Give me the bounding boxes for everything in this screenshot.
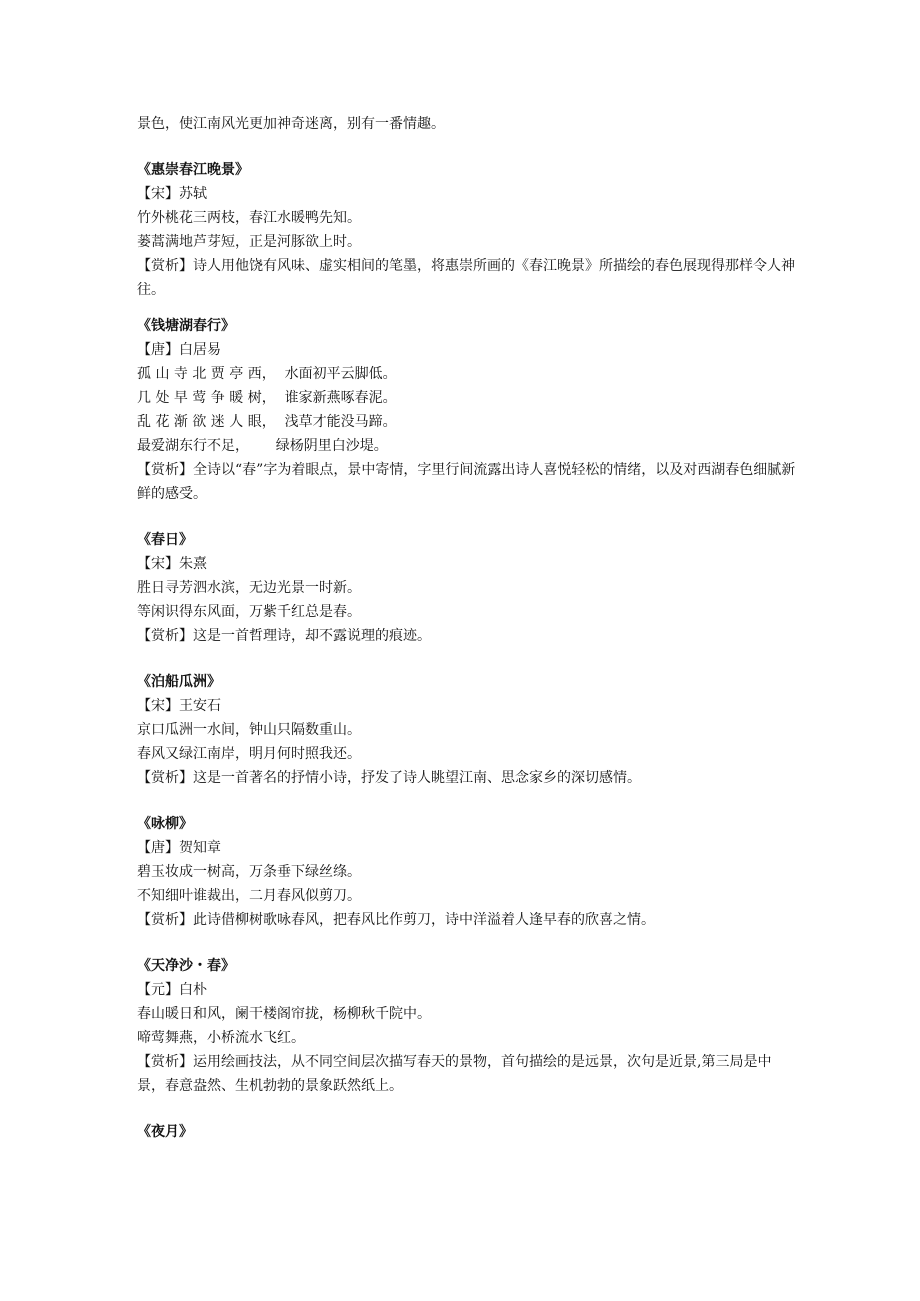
poem-line: 碧玉妆成一树高，万条垂下绿丝绦。 <box>137 864 361 880</box>
poem-author: 【元】白朴 <box>137 982 207 998</box>
poem-analysis: 【赏析】这是一首哲理诗，却不露说理的痕迹。 <box>137 628 431 644</box>
poem-title: 《春日》 <box>137 532 193 548</box>
poem-title: 《惠崇春江晚景》 <box>137 162 249 178</box>
poem-line: 最爱湖东行不足， 绿杨阴里白沙堤。 <box>137 438 388 454</box>
poem-line: 孤 山 寺 北 贾 亭 西， 水面初平云脚低。 <box>137 366 397 382</box>
poem-line: 乱 花 渐 欲 迷 人 眼， 浅草才能没马蹄。 <box>137 414 397 430</box>
poem-title: 《泊船瓜洲》 <box>137 674 221 690</box>
poem-author: 【宋】王安石 <box>137 698 221 714</box>
poem-block <box>137 314 797 506</box>
poem-line: 胜日寻芳泗水滨，无边光景一时新。 <box>137 580 361 596</box>
poem-analysis: 【赏析】运用绘画技法，从不同空间层次描写春天的景物，首句描绘的是远景，次句是近景,第三局是中景，春意盎然、生机勃勃的景象跃然纸上。 <box>137 1054 772 1094</box>
poem-block <box>137 812 797 932</box>
poem-line: 几 处 早 莺 争 暖 树， 谁家新燕啄春泥。 <box>137 390 397 406</box>
poem-block <box>137 954 797 1098</box>
poem-author: 【唐】贺知章 <box>137 840 221 856</box>
document-page <box>137 112 797 1144</box>
poem-analysis: 【赏析】这是一首著名的抒情小诗，抒发了诗人眺望江南、思念家乡的深切感情。 <box>137 770 641 786</box>
poem-author: 【宋】苏轼 <box>137 186 207 202</box>
poem-analysis: 【赏析】全诗以“春”字为着眼点，景中寄情，字里行间流露出诗人喜悦轻松的情绪，以及对西湖春色细腻新鲜的感受。 <box>137 462 796 502</box>
poem-line: 竹外桃花三两枝，春江水暖鸭先知。 <box>137 210 361 226</box>
intro-text: 景色，使江南风光更加神奇迷离，别有一番情趣。 <box>137 116 445 132</box>
poem-line: 蒌蒿满地芦芽短，正是河豚欲上时。 <box>137 234 361 250</box>
poem-block <box>137 670 797 790</box>
poem-block <box>137 158 797 302</box>
poem-analysis: 【赏析】此诗借柳树歌咏春风，把春风比作剪刀，诗中洋溢着人逢早春的欣喜之情。 <box>137 912 655 928</box>
poem-author: 【宋】朱熹 <box>137 556 207 572</box>
poem-line: 春风又绿江南岸，明月何时照我还。 <box>137 746 361 762</box>
poem-line: 等闲识得东风面，万紫千红总是春。 <box>137 604 361 620</box>
poem-title: 《咏柳》 <box>137 816 193 832</box>
poem-analysis: 【赏析】诗人用他饶有风味、虚实相间的笔墨，将惠崇所画的《春江晚景》所描绘的春色展现得那样令人神往。 <box>137 258 795 298</box>
poem-author: 【唐】白居易 <box>137 342 221 358</box>
poem-title: 《天净沙・春》 <box>137 958 235 974</box>
poem-line: 啼莺舞燕，小桥流水飞红。 <box>137 1030 305 1046</box>
poem-line: 京口瓜洲一水间，钟山只隔数重山。 <box>137 722 361 738</box>
poem-line: 不知细叶谁裁出，二月春风似剪刀。 <box>137 888 361 904</box>
poem-title: 《钱塘湖春行》 <box>137 318 235 334</box>
poem-block <box>137 528 797 648</box>
poem-title: 《夜月》 <box>137 1124 193 1140</box>
poem-line: 春山暖日和风，阑干楼阁帘拢，杨柳秋千院中。 <box>137 1006 431 1022</box>
